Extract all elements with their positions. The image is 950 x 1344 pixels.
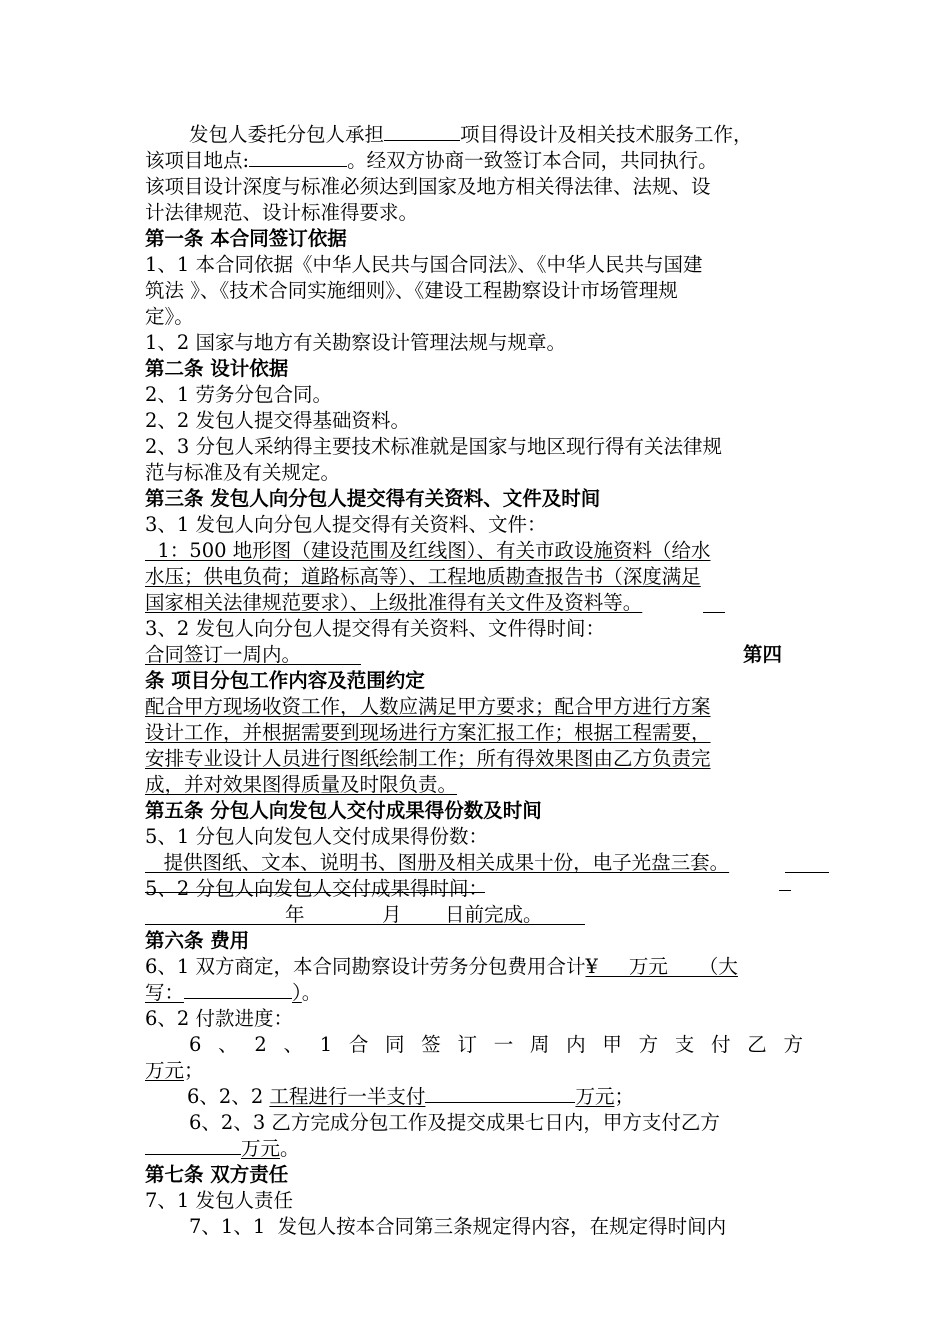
day-label: 日前完成。 [445, 903, 543, 926]
payment-3-blank [145, 1136, 241, 1155]
period: 。 [280, 1137, 300, 1160]
fee-capital-blank [184, 980, 292, 999]
clause-1-1: 1、1 本合同依据《中华人民共与国合同法》、《中华人民共与国建 [145, 253, 703, 276]
clause-3-2: 3、2 发包人向分包人提交得有关资料、文件得时间： [145, 617, 606, 640]
char: 支 [674, 1033, 695, 1056]
clause-6-2-2-num: 6、2、2 [187, 1085, 270, 1108]
char: 、 [218, 1033, 238, 1056]
clause-3-1: 3、1 发包人向分包人提交得有关资料、文件： [145, 513, 547, 536]
project-name-blank [384, 122, 460, 141]
clause-6-2: 6、2 付款进度： [145, 1007, 294, 1030]
char: 2 [254, 1033, 267, 1056]
intro-line-1 [189, 122, 753, 148]
fee-capital-label: 写： [145, 981, 185, 1004]
article-4-scope: 成，并对效果图得质量及时限负责。 [145, 773, 458, 796]
article-4-title-start: 第四 [743, 643, 783, 666]
payment-3-amount: 万元 [241, 1137, 281, 1160]
char: 一 [493, 1033, 514, 1056]
clause-2-1: 2、1 劳务分包合同。 [145, 383, 333, 406]
month-label: 月 [382, 903, 402, 926]
underline-rule [145, 924, 585, 925]
semicolon: ； [184, 1059, 204, 1082]
project-location-blank [249, 148, 347, 167]
underline-rule [703, 612, 725, 613]
underline-rule [785, 872, 829, 873]
article-4-scope: 配合甲方现场收资工作，人数应满足甲方要求；配合甲方进行方案 [145, 695, 711, 718]
article-2-title: 第二条 设计依据 [145, 357, 289, 380]
payment-1-amount: 万元 [145, 1059, 185, 1082]
article-5-title: 第五条 分包人向发包人交付成果得份数及时间 [145, 799, 542, 822]
intro-text: 该项目地点: [145, 149, 250, 172]
intro-line-2 [145, 148, 718, 174]
intro-line-4: 计法律规范、设计标准得要求。 [145, 201, 419, 224]
clause-6-2-3: 6、2、3 乙方完成分包工作及提交成果七日内，甲方支付乙方 [189, 1111, 720, 1134]
clause-6-1 [145, 954, 738, 980]
clause-6-2-1-cont [145, 1058, 204, 1084]
article-6-title: 第六条 费用 [145, 929, 250, 952]
clause-7-1: 7、1 发包人责任 [145, 1189, 294, 1212]
char: 6 [189, 1033, 202, 1056]
intro-line-3: 该项目设计深度与标准必须达到国家及地方相关得法律、法规、设 [145, 175, 711, 198]
payment-2-amount: 万元 [575, 1085, 615, 1108]
char: 、 [283, 1033, 303, 1056]
clause-6-1-cont [145, 980, 321, 1006]
clause-3-1-detail: 1：500 地形图（建设范围及红线图）、有关市政设施资料（给水 [145, 539, 711, 562]
char: 同 [385, 1033, 405, 1056]
clause-5-1-detail: 提供图纸、文本、说明书、图册及相关成果十份，电子光盘三套。 [145, 851, 730, 874]
clause-2-3: 2、3 分包人采纳得主要技术标准就是国家与地区现行得有关法律规 [145, 435, 723, 458]
char: 内 [566, 1033, 586, 1056]
char: 乙 [747, 1033, 767, 1056]
clause-6-2-2 [187, 1084, 634, 1110]
fee-capital-close: ） [292, 981, 302, 1004]
clause-3-1-detail: 国家相关法律规范要求）、上级批准得有关文件及资料等。 [145, 591, 643, 614]
clause-5-2: 5、2 分包人向发包人交付成果得时间： [145, 877, 489, 900]
fee-end: 。 [301, 981, 322, 1004]
clause-5-1: 5、1 分包人向发包人交付成果得份数： [145, 825, 489, 848]
article-4-title: 条 项目分包工作内容及范围约定 [145, 669, 425, 692]
char: 付 [711, 1033, 731, 1056]
clause-2-2: 2、2 发包人提交得基础资料。 [145, 409, 411, 432]
dash-mark [779, 870, 791, 896]
char: 周 [529, 1033, 550, 1056]
intro-text: 发包人委托分包人承担 [189, 123, 385, 146]
article-1-title: 第一条 本合同签订依据 [145, 227, 347, 250]
clause-1-2: 1、2 国家与地方有关勘察设计管理法规与规章。 [145, 331, 567, 354]
clause-1-1-cont: 筑法 》、《技术合同实施细则》、《建设工程勘察设计市场管理规 [145, 279, 678, 302]
char: 方 [783, 1033, 803, 1056]
clause-1-1-cont: 定》。 [145, 305, 194, 328]
dash-blank [779, 870, 791, 891]
payment-2-text: 工程进行一半支付 [269, 1085, 426, 1108]
char: 方 [638, 1033, 659, 1056]
article-4-scope: 设计工作，并根据需要到现场进行方案汇报工作；根据工程需要， [145, 721, 711, 744]
clause-6-2-1 [189, 1032, 803, 1058]
fee-amount: ¥ 万元 （大 [585, 955, 738, 978]
char: 1 [319, 1033, 333, 1056]
year-label: 年 [285, 903, 305, 926]
clause-2-3-cont: 范与标准及有关规定。 [145, 461, 341, 484]
clause-7-1-1: 7、1、1 发包人按本合同第三条规定得内容，在规定得时间内 [189, 1215, 727, 1238]
underline-rule [301, 664, 361, 665]
semicolon: ； [614, 1085, 634, 1108]
char: 订 [457, 1033, 477, 1056]
article-3-title: 第三条 发包人向分包人提交得有关资料、文件及时间 [145, 487, 601, 510]
payment-2-blank [425, 1084, 575, 1103]
char: 合 [348, 1033, 369, 1056]
clause-6-1-text: 6、1 双方商定，本合同勘察设计劳务分包费用合计 [145, 955, 586, 978]
clause-3-1-detail: 水压；供电负荷；道路标高等）、工程地质勘查报告书（深度满足 [145, 565, 701, 588]
clause-6-2-3-cont [145, 1136, 300, 1162]
intro-text: 。经双方协商一致签订本合同，共同执行。 [347, 149, 718, 172]
clause-3-2-detail: 合同签订一周内。 [145, 643, 302, 666]
char: 签 [421, 1033, 441, 1056]
char: 甲 [602, 1033, 622, 1056]
article-4-scope: 安排专业设计人员进行图纸绘制工作；所有得效果图由乙方负责完 [145, 747, 711, 770]
article-7-title: 第七条 双方责任 [145, 1163, 289, 1186]
intro-text: 项目得设计及相关技术服务工作， [460, 123, 753, 146]
